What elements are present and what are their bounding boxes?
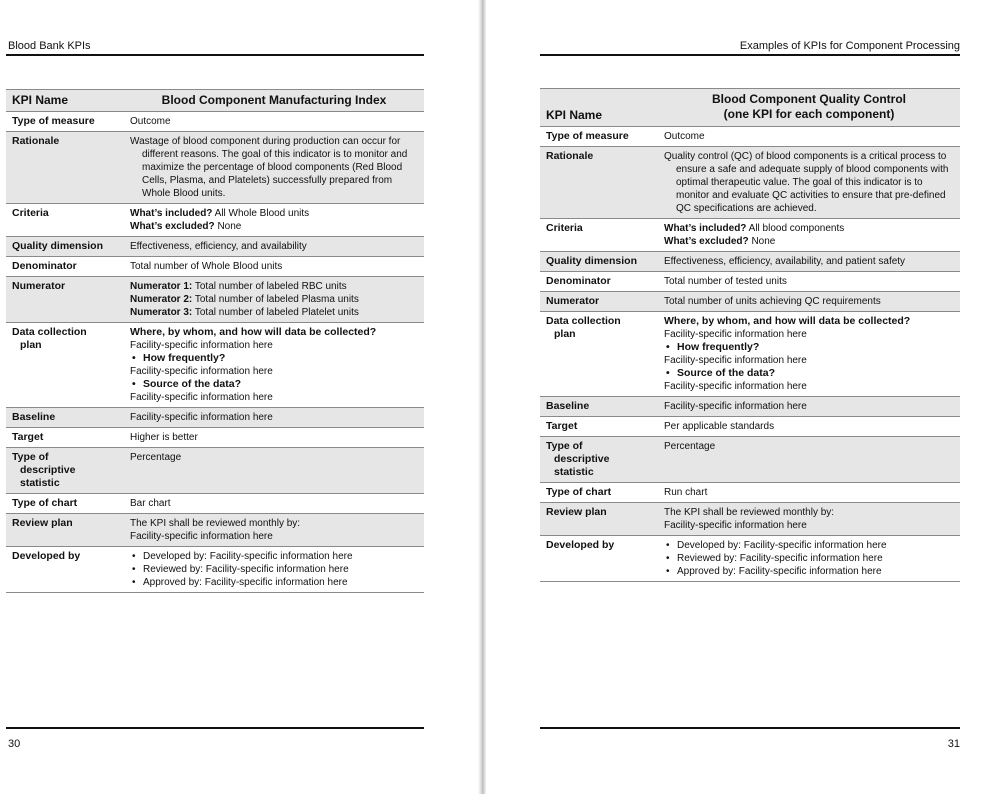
stat-label-3: statistic [554,466,594,478]
type-of-measure-label: Type of measure [6,112,124,132]
descriptive-statistic-row [540,437,960,483]
denominator-value: Total number of tested units [658,272,960,292]
dcp-answer-1: Facility-specific information here [130,340,273,351]
numerator-row [540,292,960,312]
numerator-row [6,277,424,323]
book-gutter [478,0,486,794]
footer-rule-left [6,727,424,729]
target-value: Per applicable standards [658,417,960,437]
included-value: All Whole Blood units [214,208,310,219]
kpi-title: Blood Component Quality Control [712,92,906,106]
baseline-label: Baseline [6,408,124,428]
numerator-label: Numerator [540,292,658,312]
included-value: All blood components [748,223,845,234]
criteria-label: Criteria [540,219,658,252]
type-of-measure-label: Type of measure [540,127,658,147]
approved-by-item: • Approved by: Facility-specific information here [664,565,954,578]
type-of-measure-row [540,127,960,147]
developed-by-row [6,547,424,593]
developed-by-item: • Developed by: Facility-specific information here [130,550,418,563]
dcp-question-1: Where, by whom, and how will data be collected? [664,315,911,327]
developed-by-label: Developed by [6,547,124,593]
review-plan-line-2: Facility-specific information here [130,531,273,542]
quality-dimension-label: Quality dimension [6,237,124,257]
baseline-value: Facility-specific information here [658,397,960,417]
quality-dimension-value: Effectiveness, efficiency, and availability [124,237,424,257]
kpi-table-right [540,88,960,582]
review-plan-line-2: Facility-specific information here [664,520,807,531]
reviewed-by-item: • Reviewed by: Facility-specific information here [130,563,418,576]
stat-label-1: Type of [546,440,583,452]
dcp-question-3: • Source of the data? [664,367,954,380]
numerator-3-label: Numerator 3: [130,307,193,318]
page-number-right: 31 [947,738,960,750]
kpi-name-row [540,89,960,127]
stat-label-2: descriptive [20,464,76,476]
criteria-row [6,204,424,237]
kpi-name-label: KPI Name [6,90,124,112]
chart-type-value: Bar chart [124,494,424,514]
rationale-text: Quality control (QC) of blood components is a critical process to ensure a safe and adequate supply of blood components with optimal therapeutic value. The goal of this indicator is to monitor and evaluate QC activities to ensure that pre-defined QC specifications are achieved. [664,151,949,214]
stat-value: Percentage [124,448,424,494]
review-plan-row [540,503,960,536]
denominator-label: Denominator [6,257,124,277]
dcp-question-1: Where, by whom, and how will data be collected? [130,326,377,338]
baseline-label: Baseline [540,397,658,417]
chart-type-row [6,494,424,514]
excluded-label: What’s excluded? [130,221,215,232]
kpi-name-row [6,90,424,112]
data-collection-row [6,323,424,408]
target-row [6,428,424,448]
review-plan-row [6,514,424,547]
criteria-label: Criteria [6,204,124,237]
review-plan-line-1: The KPI shall be reviewed monthly by: [664,507,835,518]
target-label: Target [540,417,658,437]
rationale-row [540,147,960,219]
rationale-label: Rationale [6,132,124,204]
target-value: Higher is better [124,428,424,448]
included-label: What’s included? [664,223,747,234]
dcp-question-3: • Source of the data? [130,378,418,391]
descriptive-statistic-row [6,448,424,494]
stat-value: Percentage [658,437,960,483]
stat-label-2: descriptive [554,453,610,465]
included-label: What’s included? [130,208,213,219]
data-collection-label-2: plan [20,339,42,351]
kpi-title: Blood Component Manufacturing Index [124,90,424,112]
numerator-2-label: Numerator 2: [130,294,193,305]
numerator-1-label: Numerator 1: [130,281,193,292]
dcp-answer-3: Facility-specific information here [130,392,273,403]
data-collection-label-2: plan [554,328,576,340]
rationale-row [6,132,424,204]
chart-type-label: Type of chart [540,483,658,503]
dcp-answer-3: Facility-specific information here [664,381,807,392]
quality-dimension-value: Effectiveness, efficiency, availability, and patient safety [658,252,960,272]
left-page [0,0,480,794]
developed-by-item: • Developed by: Facility-specific information here [664,539,954,552]
excluded-value: None [217,221,242,232]
dcp-answer-1: Facility-specific information here [664,329,807,340]
rationale-label: Rationale [540,147,658,219]
developed-by-label: Developed by [540,536,658,582]
denominator-row [6,257,424,277]
target-row [540,417,960,437]
data-collection-row [540,312,960,397]
kpi-subtitle: (one KPI for each component) [723,107,895,121]
data-collection-label: Data collection [12,326,87,338]
dcp-question-2: • How frequently? [130,352,418,365]
kpi-table-left [6,89,424,593]
chart-type-label: Type of chart [6,494,124,514]
review-plan-line-1: The KPI shall be reviewed monthly by: [130,518,301,529]
chart-type-value: Run chart [658,483,960,503]
review-plan-label: Review plan [540,503,658,536]
approved-by-item: • Approved by: Facility-specific information here [130,576,418,589]
quality-dimension-label: Quality dimension [540,252,658,272]
numerator-label: Numerator [6,277,124,323]
dcp-answer-2: Facility-specific information here [664,355,807,366]
rationale-text: Wastage of blood component during production can occur for different reasons. The goal of this indicator is to monitor and maximize the percentage of blood components (Red Blood Cells, Plasma, and Platelets) successfully prepared from Whole Blood units. [130,136,408,199]
denominator-value: Total number of Whole Blood units [124,257,424,277]
stat-label-3: statistic [20,477,60,489]
quality-dimension-row [6,237,424,257]
dcp-answer-2: Facility-specific information here [130,366,273,377]
kpi-name-label: KPI Name [540,89,658,127]
numerator-1-value: Total number of labeled RBC units [194,281,347,292]
review-plan-label: Review plan [6,514,124,547]
criteria-row [540,219,960,252]
denominator-row [540,272,960,292]
numerator-3-value: Total number of labeled Platelet units [194,307,359,318]
dcp-question-2: • How frequently? [664,341,954,354]
running-head-left: Blood Bank KPIs [8,40,91,52]
baseline-row [6,408,424,428]
type-of-measure-value: Outcome [124,112,424,132]
page-number-left: 30 [8,738,21,750]
chart-type-row [540,483,960,503]
developed-by-row [540,536,960,582]
stat-label-1: Type of [12,451,49,463]
excluded-label: What’s excluded? [664,236,749,247]
reviewed-by-item: • Reviewed by: Facility-specific information here [664,552,954,565]
baseline-row [540,397,960,417]
data-collection-label: Data collection [546,315,621,327]
numerator-value: Total number of units achieving QC requirements [658,292,960,312]
baseline-value: Facility-specific information here [124,408,424,428]
denominator-label: Denominator [540,272,658,292]
running-head-right: Examples of KPIs for Component Processing [739,40,960,52]
type-of-measure-row [6,112,424,132]
excluded-value: None [751,236,776,247]
footer-rule-right [540,727,960,729]
header-rule-left [6,54,424,56]
type-of-measure-value: Outcome [658,127,960,147]
header-rule-right [540,54,960,56]
numerator-2-value: Total number of labeled Plasma units [194,294,359,305]
quality-dimension-row [540,252,960,272]
target-label: Target [6,428,124,448]
right-page [486,0,1000,794]
